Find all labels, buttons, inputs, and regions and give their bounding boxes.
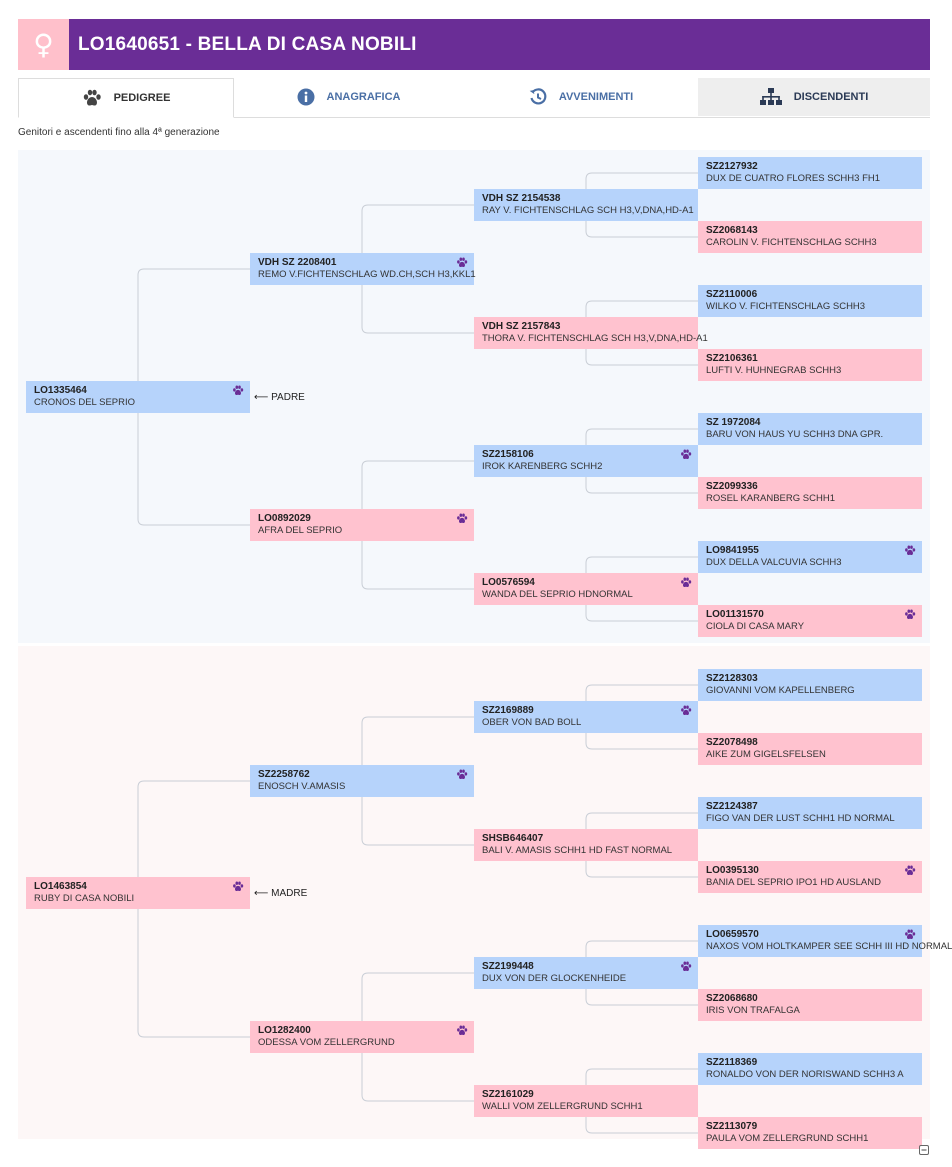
dog-name: CRONOS DEL SEPRIO xyxy=(34,397,136,408)
dog-registration-code: SZ2258762 xyxy=(258,769,310,780)
paw-icon[interactable] xyxy=(680,449,692,460)
pedigree-box[interactable] xyxy=(474,829,698,861)
pedigree-box[interactable] xyxy=(698,349,922,381)
pedigree-box[interactable] xyxy=(698,1053,922,1085)
pedigree-box[interactable] xyxy=(474,445,698,477)
tab-avvenimenti-label: AVVENIMENTI xyxy=(558,91,634,103)
dog-registration-code: SZ 1972084 xyxy=(706,417,761,428)
dog-name: DUX DELLA VALCUVIA SCHH3 xyxy=(706,557,842,568)
dog-registration-code: LO1335464 xyxy=(34,385,87,396)
dog-name: WILKO V. FICHTENSCHLAG SCHH3 xyxy=(706,301,866,312)
sitemap-icon xyxy=(760,88,782,106)
pedigree-box[interactable] xyxy=(698,1117,922,1149)
dog-name: WALLI VOM ZELLERGRUND SCHH1 xyxy=(482,1101,643,1112)
dog-registration-code: SZ2127932 xyxy=(706,161,758,172)
tab-avvenimenti[interactable] xyxy=(464,78,698,116)
dog-registration-code: LO01131570 xyxy=(706,609,764,620)
paw-icon[interactable] xyxy=(680,705,692,716)
dog-registration-code: SZ2099336 xyxy=(706,481,758,492)
pedigree-box[interactable] xyxy=(698,797,922,829)
dog-name: ENOSCH V.AMASIS xyxy=(258,781,346,792)
pedigree-box[interactable] xyxy=(250,509,474,541)
paw-icon[interactable] xyxy=(456,769,468,780)
dog-name: GIOVANNI VOM KAPELLENBERG xyxy=(706,685,855,696)
pedigree-box[interactable] xyxy=(474,957,698,989)
pedigree-box[interactable] xyxy=(250,253,474,285)
pedigree-box[interactable] xyxy=(698,285,922,317)
dog-registration-code: SZ2124387 xyxy=(706,801,758,812)
paw-icon xyxy=(82,89,102,107)
pedigree-box[interactable] xyxy=(698,413,922,445)
pedigree-box[interactable] xyxy=(250,1021,474,1053)
pedigree-box[interactable] xyxy=(698,477,922,509)
paw-icon[interactable] xyxy=(680,961,692,972)
dog-name: RONALDO VON DER NORISWAND SCHH3 A xyxy=(706,1069,904,1080)
female-symbol-icon: ♀ xyxy=(18,19,69,70)
paw-icon[interactable] xyxy=(904,865,916,876)
paw-icon[interactable] xyxy=(456,513,468,524)
pedigree-box[interactable] xyxy=(474,317,708,349)
pedigree-box[interactable] xyxy=(698,925,952,957)
father-label-text: PADRE xyxy=(271,392,305,403)
dog-registration-code: SZ2068680 xyxy=(706,993,758,1004)
dog-name: NAXOS VOM HOLTKAMPER SEE SCHH III HD NORMAL xyxy=(706,941,952,952)
dog-name: AFRA DEL SEPRIO xyxy=(258,525,343,536)
pedigree-box[interactable] xyxy=(698,221,922,253)
dog-registration-code: SZ2068143 xyxy=(706,225,758,236)
pedigree-box[interactable] xyxy=(698,605,922,637)
dog-registration-code: LO1463854 xyxy=(34,881,87,892)
dog-name: WANDA DEL SEPRIO HDNORMAL xyxy=(482,589,633,600)
dog-registration-code: SZ2118369 xyxy=(706,1057,758,1068)
pedigree-box[interactable] xyxy=(474,573,698,605)
paw-icon[interactable] xyxy=(232,881,244,892)
dog-name: DUX VON DER GLOCKENHEIDE xyxy=(482,973,627,984)
dog-name: CAROLIN V. FICHTENSCHLAG SCHH3 xyxy=(706,237,877,248)
dog-registration-code: LO0395130 xyxy=(706,865,759,876)
pedigree-box[interactable] xyxy=(26,877,250,909)
dog-name: RAY V. FICHTENSCHLAG SCH H3,V,DNA,HD-A1 xyxy=(482,205,694,216)
paw-icon[interactable] xyxy=(904,545,916,556)
collapse-icon[interactable] xyxy=(919,1145,929,1155)
dog-registration-code: VDH SZ 2208401 xyxy=(258,257,337,268)
pedigree-box[interactable] xyxy=(698,989,922,1021)
dog-registration-code: VDH SZ 2157843 xyxy=(482,321,561,332)
pedigree-box[interactable] xyxy=(698,157,922,189)
pedigree-box[interactable] xyxy=(474,189,698,221)
dog-name: BARU VON HAUS YU SCHH3 DNA GPR. xyxy=(706,429,884,440)
pedigree-box[interactable] xyxy=(26,381,250,413)
dog-registration-code: SZ2128303 xyxy=(706,673,758,684)
tab-bar xyxy=(18,78,930,118)
dog-registration-code: LO9841955 xyxy=(706,545,759,556)
pedigree-box[interactable] xyxy=(698,861,922,893)
info-icon xyxy=(297,88,315,106)
dog-registration-code: SZ2106361 xyxy=(706,353,758,364)
dog-name: AIKE ZUM GIGELSFELSEN xyxy=(706,749,826,760)
page-header xyxy=(18,19,930,70)
dog-registration-code: LO0576594 xyxy=(482,577,535,588)
dog-name: CIOLA DI CASA MARY xyxy=(706,621,805,632)
page-title: LO1640651 - BELLA DI CASA NOBILI xyxy=(78,34,417,55)
pedigree-box[interactable] xyxy=(698,669,922,701)
dog-name: ODESSA VOM ZELLERGRUND xyxy=(258,1037,395,1048)
paw-icon[interactable] xyxy=(680,577,692,588)
pedigree-box[interactable] xyxy=(474,1085,698,1117)
dog-registration-code: SZ2199448 xyxy=(482,961,534,972)
tab-anagrafica[interactable] xyxy=(233,78,464,116)
dog-registration-code: VDH SZ 2154538 xyxy=(482,193,561,204)
tab-pedigree-label: PEDIGREE xyxy=(113,92,171,104)
dog-registration-code: LO0659570 xyxy=(706,929,759,940)
dog-name: FIGO VAN DER LUST SCHH1 HD NORMAL xyxy=(706,813,895,824)
dog-registration-code: LO0892029 xyxy=(258,513,311,524)
paw-icon[interactable] xyxy=(456,257,468,268)
father-label: ⟵ PADRE xyxy=(254,392,305,403)
dog-name: ROSEL KARANBERG SCHH1 xyxy=(706,493,835,504)
dog-name: BANIA DEL SEPRIO IPO1 HD AUSLAND xyxy=(706,877,881,888)
dog-name: PAULA VOM ZELLERGRUND SCHH1 xyxy=(706,1133,869,1144)
dog-name: DUX DE CUATRO FLORES SCHH3 FH1 xyxy=(706,173,881,184)
dog-registration-code: SZ2113079 xyxy=(706,1121,758,1132)
mother-label-text: MADRE xyxy=(271,888,308,899)
pedigree-box[interactable] xyxy=(698,541,922,573)
dog-name: IROK KARENBERG SCHH2 xyxy=(482,461,603,472)
dog-registration-code: SZ2110006 xyxy=(706,289,758,300)
dog-name: REMO V.FICHTENSCHLAG WD.CH,SCH H3,KKL1 xyxy=(258,269,476,280)
pedigree-box[interactable] xyxy=(250,765,474,797)
history-icon xyxy=(529,88,547,106)
dog-registration-code: SZ2161029 xyxy=(482,1089,534,1100)
tab-discendenti[interactable] xyxy=(698,78,930,116)
paw-icon[interactable] xyxy=(904,609,916,620)
tab-anagrafica-label: ANAGRAFICA xyxy=(326,91,401,103)
paw-icon[interactable] xyxy=(456,1025,468,1036)
dog-name: RUBY DI CASA NOBILI xyxy=(34,893,135,904)
paw-icon[interactable] xyxy=(904,929,916,940)
dog-name: IRIS VON TRAFALGA xyxy=(706,1005,800,1016)
paw-icon[interactable] xyxy=(232,385,244,396)
pedigree-box[interactable] xyxy=(698,733,922,765)
mother-label: ⟵ MADRE xyxy=(254,888,308,899)
dog-registration-code: SHSB646407 xyxy=(482,833,544,844)
dog-name: BALI V. AMASIS SCHH1 HD FAST NORMAL xyxy=(482,845,673,856)
dog-name: THORA V. FICHTENSCHLAG SCH H3,V,DNA,HD-A1 xyxy=(482,333,708,344)
dog-name: LUFTI V. HUHNEGRAB SCHH3 xyxy=(706,365,842,376)
dog-registration-code: SZ2078498 xyxy=(706,737,758,748)
dog-registration-code: SZ2169889 xyxy=(482,705,534,716)
tab-discendenti-label: DISCENDENTI xyxy=(793,91,869,103)
dog-registration-code: SZ2158106 xyxy=(482,449,534,460)
dog-registration-code: LO1282400 xyxy=(258,1025,311,1036)
tab-pedigree[interactable] xyxy=(18,78,234,118)
pedigree-subtitle: Genitori e ascendenti fino alla 4ª generazione xyxy=(18,127,220,138)
dog-name: OBER VON BAD BOLL xyxy=(482,717,582,728)
pedigree-box[interactable] xyxy=(474,701,698,733)
